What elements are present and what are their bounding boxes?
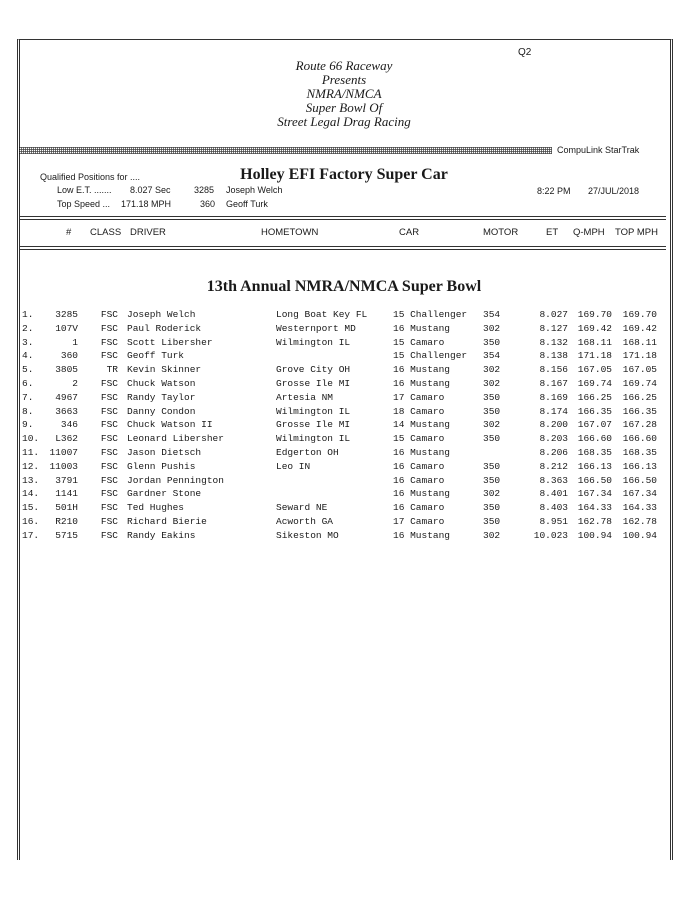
col-qmph: Q-MPH bbox=[573, 227, 605, 238]
cell-driver: Randy Taylor bbox=[127, 391, 196, 403]
top-speed-label: Top Speed ... bbox=[57, 199, 111, 209]
cell-driver: Ted Hughes bbox=[127, 502, 185, 514]
cell-hometown: Artesia NM bbox=[276, 391, 334, 403]
cell-top-mph: 166.35 bbox=[622, 405, 657, 417]
table-row bbox=[0, 378, 688, 392]
header-line: NMRA/NMCA bbox=[306, 86, 382, 101]
cell-hometown: Grove City OH bbox=[276, 364, 351, 376]
low-et-label: Low E.T. ....... bbox=[57, 185, 112, 195]
cell-qmph: 100.94 bbox=[577, 529, 612, 541]
header-line: Route 66 Raceway bbox=[295, 58, 393, 73]
table-row bbox=[0, 419, 688, 433]
cell-driver: Kevin Skinner bbox=[127, 364, 202, 376]
cell-num: 3663 bbox=[55, 405, 78, 417]
cell-motor: 302 bbox=[483, 322, 501, 334]
cell-num: L362 bbox=[55, 433, 78, 445]
cell-pos: 13. bbox=[22, 474, 40, 486]
cell-qmph: 168.11 bbox=[577, 336, 612, 348]
cell-num: 1 bbox=[72, 336, 78, 348]
cell-qmph: 166.50 bbox=[577, 474, 612, 486]
cell-qmph: 166.13 bbox=[577, 460, 612, 472]
cell-pos: 6. bbox=[22, 377, 34, 389]
cell-et: 8.167 bbox=[539, 377, 568, 389]
cell-et: 8.203 bbox=[539, 433, 568, 445]
cell-et: 8.132 bbox=[539, 336, 568, 348]
cell-motor: 350 bbox=[483, 460, 501, 472]
cell-class: FSC bbox=[100, 446, 118, 458]
cell-et: 8.403 bbox=[539, 502, 568, 514]
table-row bbox=[0, 323, 688, 337]
cell-top-mph: 169.70 bbox=[622, 309, 657, 320]
cell-motor: 354 bbox=[483, 350, 501, 362]
cell-top-mph: 166.60 bbox=[622, 433, 657, 445]
table-row bbox=[0, 392, 688, 406]
cell-top-mph: 166.25 bbox=[622, 391, 657, 403]
cell-top-mph: 167.28 bbox=[622, 419, 657, 431]
cell-pos: 9. bbox=[22, 419, 34, 431]
cell-qmph: 167.07 bbox=[577, 419, 612, 431]
col-num: # bbox=[66, 227, 72, 238]
cell-top-mph: 164.33 bbox=[622, 502, 657, 514]
cell-car: 15 Challenger bbox=[393, 309, 468, 320]
cell-hometown: Acworth GA bbox=[276, 515, 334, 527]
cell-et: 8.174 bbox=[539, 405, 568, 417]
table-row bbox=[0, 364, 688, 378]
col-car: CAR bbox=[399, 227, 420, 238]
cell-top-mph: 167.05 bbox=[622, 364, 657, 376]
cell-driver: Richard Bierie bbox=[127, 515, 207, 527]
cell-class: FSC bbox=[100, 460, 118, 472]
table-row bbox=[0, 309, 688, 323]
col-et: ET bbox=[546, 227, 559, 238]
cell-num: 107V bbox=[55, 322, 78, 334]
cell-class: FSC bbox=[100, 377, 118, 389]
cell-driver: Scott Libersher bbox=[127, 336, 213, 348]
cell-top-mph: 169.42 bbox=[622, 322, 657, 334]
cell-pos: 10. bbox=[22, 433, 40, 445]
cell-class: FSC bbox=[100, 391, 118, 403]
cell-driver: Joseph Welch bbox=[127, 309, 196, 320]
table-row bbox=[0, 530, 688, 544]
cell-hometown: Sikeston MO bbox=[276, 529, 339, 541]
cell-num: 5715 bbox=[55, 529, 78, 541]
cell-motor: 350 bbox=[483, 336, 501, 348]
cell-motor: 350 bbox=[483, 474, 501, 486]
cell-car: 16 Camaro bbox=[393, 474, 445, 486]
cell-et: 10.023 bbox=[533, 529, 568, 541]
cell-top-mph: 169.74 bbox=[622, 377, 657, 389]
cell-car: 16 Mustang bbox=[393, 488, 451, 500]
cell-qmph: 164.33 bbox=[577, 502, 612, 514]
cell-pos: 14. bbox=[22, 488, 40, 500]
table-row bbox=[0, 475, 688, 489]
cell-et: 8.206 bbox=[539, 446, 568, 458]
cell-et: 8.169 bbox=[539, 391, 568, 403]
cell-top-mph: 168.35 bbox=[622, 446, 657, 458]
cell-hometown: Seward NE bbox=[276, 502, 328, 514]
cell-hometown: Wilmington IL bbox=[276, 405, 351, 417]
cell-num: 346 bbox=[60, 419, 78, 431]
cell-motor: 350 bbox=[483, 502, 501, 514]
cell-et: 8.138 bbox=[539, 350, 568, 362]
header-line: Super Bowl Of bbox=[305, 100, 383, 115]
cell-driver: Jordan Pennington bbox=[127, 474, 224, 486]
cell-driver: Geoff Turk bbox=[127, 350, 185, 362]
cell-driver: Jason Dietsch bbox=[127, 446, 202, 458]
cell-hometown: Grosse Ile MI bbox=[276, 377, 351, 389]
qualified-label: Qualified Positions for .... bbox=[40, 172, 141, 182]
corner-label: Q2 bbox=[518, 47, 532, 58]
cell-et: 8.951 bbox=[539, 515, 568, 527]
cell-qmph: 167.05 bbox=[577, 364, 612, 376]
cell-class: FSC bbox=[100, 474, 118, 486]
cell-num: 4967 bbox=[55, 391, 78, 403]
cell-class: FSC bbox=[100, 419, 118, 431]
header-line: Street Legal Drag Racing bbox=[277, 114, 411, 129]
cell-car: 16 Camaro bbox=[393, 502, 445, 514]
cell-class: FSC bbox=[100, 488, 118, 500]
cell-pos: 15. bbox=[22, 502, 40, 514]
cell-car: 15 Camaro bbox=[393, 336, 445, 348]
cell-pos: 8. bbox=[22, 405, 34, 417]
cell-driver: Chuck Watson II bbox=[127, 419, 213, 431]
table-row bbox=[0, 406, 688, 420]
cell-qmph: 168.35 bbox=[577, 446, 612, 458]
cell-pos: 4. bbox=[22, 350, 34, 362]
cell-num: 3791 bbox=[55, 474, 78, 486]
compulink-label: CompuLink StarTrak bbox=[557, 145, 640, 155]
cell-motor: 350 bbox=[483, 405, 501, 417]
cell-car: 14 Mustang bbox=[393, 419, 451, 431]
cell-num: R210 bbox=[55, 515, 78, 527]
cell-car: 16 Mustang bbox=[393, 322, 451, 334]
col-top-mph: TOP MPH bbox=[615, 227, 658, 238]
cell-top-mph: 168.11 bbox=[622, 336, 657, 348]
col-class: CLASS bbox=[90, 227, 122, 238]
cell-driver: Gardner Stone bbox=[127, 488, 202, 500]
cell-car: 16 Camaro bbox=[393, 460, 445, 472]
cell-class: FSC bbox=[100, 322, 118, 334]
cell-driver: Leonard Libersher bbox=[127, 433, 224, 445]
cell-hometown: Westernport MD bbox=[276, 322, 356, 334]
cell-et: 8.401 bbox=[539, 488, 568, 500]
cell-car: 16 Mustang bbox=[393, 377, 451, 389]
header-line: Presents bbox=[321, 72, 367, 87]
cell-pos: 7. bbox=[22, 391, 34, 403]
table-row bbox=[0, 502, 688, 516]
cell-pos: 1. bbox=[22, 309, 34, 320]
col-hometown: HOMETOWN bbox=[261, 227, 319, 238]
cell-driver: Danny Condon bbox=[127, 405, 196, 417]
report-date: 27/JUL/2018 bbox=[588, 186, 640, 196]
cell-hometown: Leo IN bbox=[276, 460, 311, 472]
cell-driver: Paul Roderick bbox=[127, 322, 202, 334]
cell-hometown: Wilmington IL bbox=[276, 336, 351, 348]
cell-num: 501H bbox=[55, 502, 78, 514]
cell-pos: 17. bbox=[22, 529, 40, 541]
divider bbox=[19, 216, 666, 220]
cell-motor: 302 bbox=[483, 419, 501, 431]
cell-motor: 354 bbox=[483, 309, 501, 320]
cell-num: 1141 bbox=[55, 488, 78, 500]
cell-pos: 2. bbox=[22, 322, 34, 334]
cell-class: TR bbox=[106, 364, 118, 376]
cell-et: 8.127 bbox=[539, 322, 568, 334]
cell-top-mph: 100.94 bbox=[622, 529, 657, 541]
cell-class: FSC bbox=[100, 433, 118, 445]
cell-num: 3805 bbox=[55, 364, 78, 376]
cell-driver: Randy Eakins bbox=[127, 529, 196, 541]
cell-pos: 16. bbox=[22, 515, 40, 527]
cell-pos: 5. bbox=[22, 364, 34, 376]
cell-qmph: 166.35 bbox=[577, 405, 612, 417]
cell-num: 11003 bbox=[49, 460, 78, 472]
cell-qmph: 166.60 bbox=[577, 433, 612, 445]
cell-top-mph: 162.78 bbox=[622, 515, 657, 527]
cell-motor: 350 bbox=[483, 433, 501, 445]
event-title: Holley EFI Factory Super Car bbox=[240, 166, 448, 183]
table-row bbox=[0, 488, 688, 502]
col-motor: MOTOR bbox=[483, 227, 519, 238]
top-speed-car: 360 bbox=[200, 199, 216, 209]
cell-car: 15 Camaro bbox=[393, 433, 445, 445]
cell-qmph: 171.18 bbox=[577, 350, 612, 362]
cell-hometown: Long Boat Key FL bbox=[276, 309, 368, 320]
top-speed-driver: Geoff Turk bbox=[226, 199, 268, 209]
cell-qmph: 166.25 bbox=[577, 391, 612, 403]
dotted-separator bbox=[19, 147, 552, 154]
cell-pos: 11. bbox=[22, 446, 40, 458]
cell-class: FSC bbox=[100, 350, 118, 362]
cell-hometown: Edgerton OH bbox=[276, 446, 339, 458]
cell-class: FSC bbox=[100, 309, 118, 320]
cell-motor: 350 bbox=[483, 391, 501, 403]
cell-motor: 302 bbox=[483, 529, 501, 541]
cell-num: 2 bbox=[72, 377, 78, 389]
cell-et: 8.200 bbox=[539, 419, 568, 431]
cell-qmph: 169.42 bbox=[577, 322, 612, 334]
cell-class: FSC bbox=[100, 515, 118, 527]
table-row bbox=[0, 461, 688, 475]
report-time: 8:22 PM bbox=[537, 186, 571, 196]
divider bbox=[19, 246, 666, 250]
cell-car: 16 Mustang bbox=[393, 364, 451, 376]
cell-motor: 350 bbox=[483, 515, 501, 527]
cell-pos: 12. bbox=[22, 460, 40, 472]
col-driver: DRIVER bbox=[130, 227, 166, 238]
header-block bbox=[0, 59, 688, 129]
cell-top-mph: 166.50 bbox=[622, 474, 657, 486]
cell-num: 360 bbox=[60, 350, 78, 362]
table-row bbox=[0, 350, 688, 364]
cell-qmph: 167.34 bbox=[577, 488, 612, 500]
low-et-driver: Joseph Welch bbox=[226, 185, 283, 195]
cell-car: 18 Camaro bbox=[393, 405, 445, 417]
cell-car: 17 Camaro bbox=[393, 391, 445, 403]
cell-qmph: 169.70 bbox=[577, 309, 612, 320]
cell-car: 17 Camaro bbox=[393, 515, 445, 527]
table-row bbox=[0, 433, 688, 447]
low-et-value: 8.027 Sec bbox=[130, 185, 171, 195]
table-row bbox=[0, 516, 688, 530]
cell-et: 8.212 bbox=[539, 460, 568, 472]
cell-qmph: 162.78 bbox=[577, 515, 612, 527]
cell-qmph: 169.74 bbox=[577, 377, 612, 389]
cell-et: 8.027 bbox=[539, 309, 568, 320]
cell-num: 3285 bbox=[55, 309, 78, 320]
section-title: 13th Annual NMRA/NMCA Super Bowl bbox=[206, 278, 482, 295]
cell-class: FSC bbox=[100, 502, 118, 514]
cell-top-mph: 166.13 bbox=[622, 460, 657, 472]
cell-top-mph: 171.18 bbox=[622, 350, 657, 362]
cell-motor: 302 bbox=[483, 488, 501, 500]
cell-hometown: Wilmington IL bbox=[276, 433, 351, 445]
cell-pos: 3. bbox=[22, 336, 34, 348]
cell-motor: 302 bbox=[483, 377, 501, 389]
cell-class: FSC bbox=[100, 336, 118, 348]
cell-class: FSC bbox=[100, 405, 118, 417]
table-row bbox=[0, 447, 688, 461]
cell-hometown: Grosse Ile MI bbox=[276, 419, 351, 431]
cell-class: FSC bbox=[100, 529, 118, 541]
cell-car: 15 Challenger bbox=[393, 350, 468, 362]
results-table bbox=[0, 309, 688, 544]
cell-top-mph: 167.34 bbox=[622, 488, 657, 500]
cell-car: 16 Mustang bbox=[393, 446, 451, 458]
cell-num: 11007 bbox=[49, 446, 78, 458]
low-et-car: 3285 bbox=[194, 185, 215, 195]
cell-et: 8.156 bbox=[539, 364, 568, 376]
cell-driver: Glenn Pushis bbox=[127, 460, 196, 472]
cell-driver: Chuck Watson bbox=[127, 377, 196, 389]
cell-motor: 302 bbox=[483, 364, 501, 376]
table-row bbox=[0, 337, 688, 351]
cell-et: 8.363 bbox=[539, 474, 568, 486]
top-speed-value: 171.18 MPH bbox=[121, 199, 172, 209]
cell-car: 16 Mustang bbox=[393, 529, 451, 541]
